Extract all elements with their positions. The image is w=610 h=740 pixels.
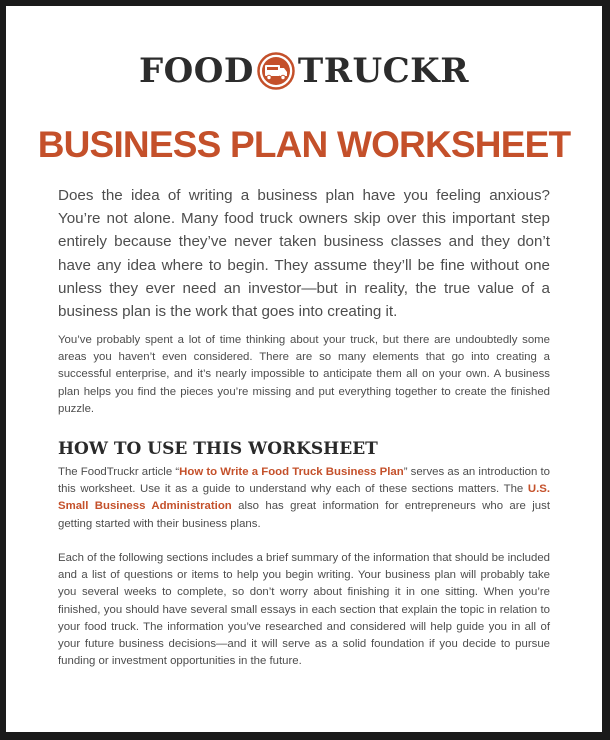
sba-link[interactable]: U.S. Small Business Administration [58, 483, 550, 513]
paragraph-2-text-b: ” serves as an introduction to this worksheet. Use it as a guide to understand why each of these sections matters. The [58, 466, 550, 496]
document-page [6, 6, 602, 732]
paragraph-2-text-a: The FoodTruckr article “ [58, 466, 180, 478]
article-link[interactable]: How to Write a Food Truck Business Plan [179, 466, 404, 478]
food-truck-icon [257, 52, 295, 90]
body-paragraph-3: Each of the following sections includes a brief summary of the information that should be included and a list of questions or items to help you begin writing. Your business plan will probably take you several weeks to complete, so don’t worry about finishing it in one sitting. When you’re finished, you should have several small essays in each section that explain the topic in relation to your food truck. The information you’ve researched and considered will help guide you in all of your future business decisions—and it will serve as a solid foundation if you decide to pursue funding or investment opportunities in the future. [58, 552, 550, 668]
body-paragraph-1: You’ve probably spent a lot of time thinking about your truck, but there are undoubtedly some areas you haven’t even considered. There are so many elements that go into creating a successful enterprise, and it’s nearly impossible to anticipate them all on your own. A business plan helps you find the pieces you’re missing and put everything together to create the finished puzzle. [58, 334, 550, 415]
paragraph-2-text-c: also has great information for entrepreneurs who are just getting started with their business plans. [58, 500, 550, 530]
page-title: BUSINESS PLAN WORKSHEET [37, 124, 571, 165]
intro-paragraph: Does the idea of writing a business plan have you feeling anxious? You’re not alone. Many food truck owners skip over this important step entirely because they’ve never taken business classes and they don’t have any idea where to begin. They assume they’ll be fine without one unless they ever need an investor—but in reality, the true value of a business plan is the work that goes into creating it. [58, 187, 550, 321]
logo-text-left: FOOD [139, 51, 254, 91]
logo-text-right: TRUCKR [297, 51, 469, 91]
foodtruckr-logo [6, 52, 602, 90]
section-heading: HOW TO USE THIS WORKSHEET [58, 439, 378, 459]
body-paragraph-2 [58, 464, 550, 533]
